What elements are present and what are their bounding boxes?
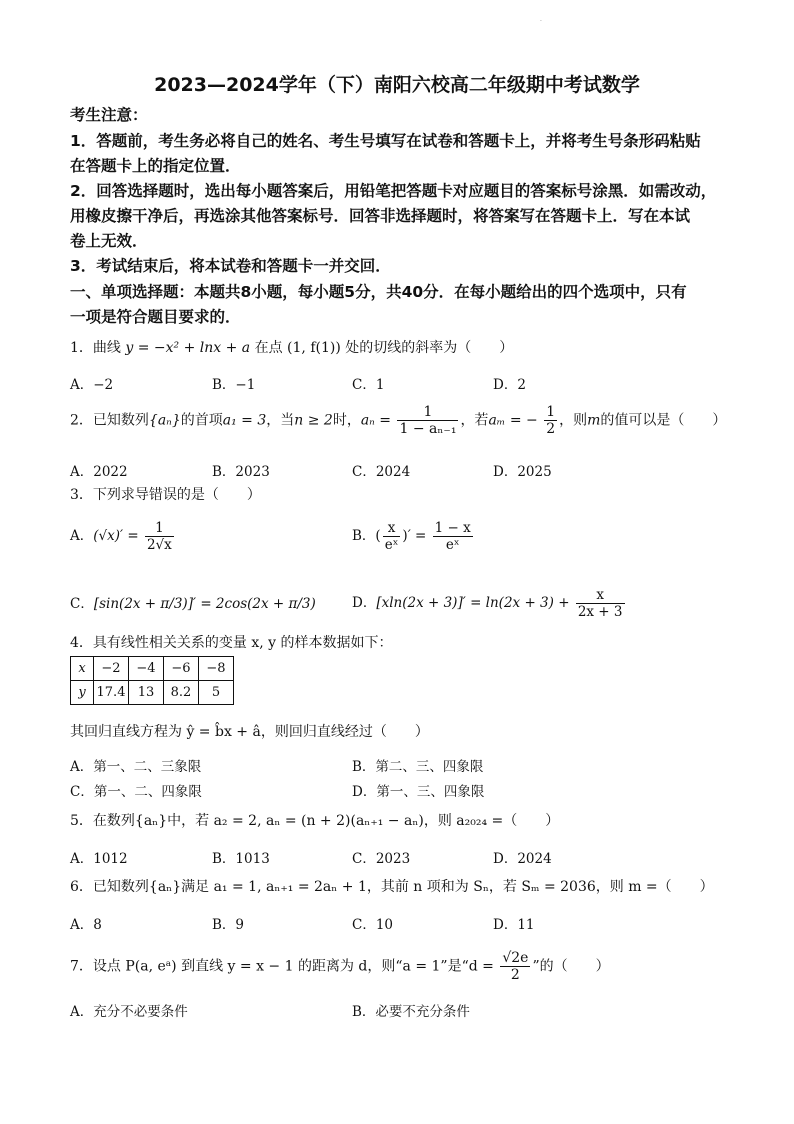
question-1-option-c: C．1 [352, 377, 385, 393]
question-2-option-b: B．2023 [212, 464, 270, 480]
question-4-option-b: B．第二、三、四象限 [352, 759, 484, 775]
table-row: y 17.4 13 8.2 5 [71, 681, 234, 705]
notice-line: 卷上无效． [70, 232, 148, 250]
notice-line: 1．答题前，考生务必将自己的姓名、考生号填写在试卷和答题卡上，并将考生号条形码粘贴 [70, 132, 701, 150]
page-title: 2023—2024学年（下）南阳六校高二年级期中考试数学 [154, 74, 640, 96]
question-2-stem: 2．已知数列{aₙ}的首项a₁ = 3，当n ≥ 2时，aₙ = $\frac{1}{\text{1 − aₙ₋₁}}$ ，若aₘ = − $\frac{1}{2}$ ，则m的值可以是（ ） [70, 404, 727, 437]
scan-dot: · [540, 18, 542, 25]
question-6-stem: 6．已知数列{aₙ}满足 a₁ = 1, aₙ₊₁ = 2aₙ + 1，其前 n 项和为 Sₙ，若 Sₘ = 2036，则 m =（ ） [70, 879, 714, 895]
question-4-option-a: A．第一、二、三象限 [70, 759, 202, 775]
question-1-option-b: B．−1 [212, 377, 256, 393]
question-3-option-a: A．(√x)′ = $\frac{1}{2√x}$ [70, 520, 172, 553]
question-6-option-a: A．8 [70, 917, 102, 933]
question-1-option-a: A．−2 [70, 377, 114, 393]
fraction: $\frac{√2e}{2}$ [502, 950, 529, 983]
question-3-option-c: C．[sin(2x + π/3)]′ = 2cos(2x + π/3) [70, 596, 316, 612]
question-3-option-b: B．( $\frac{x}{\text{eˣ}}$ )′ = $\frac{1 - x}{\text{eˣ}}$ [352, 520, 471, 553]
notice-line: 3．考试结束后，将本试卷和答题卡一并交回． [70, 257, 391, 275]
question-5-option-a: A．1012 [70, 851, 128, 867]
notice-line: 2．回答选择题时，选出每小题答案后，用铅笔把答题卡对应题目的答案标号涂黑．如需改动， [70, 182, 717, 200]
notice-line: 在答题卡上的指定位置． [70, 157, 241, 175]
question-2-option-c: C．2024 [352, 464, 411, 480]
question-5-option-c: C．2023 [352, 851, 411, 867]
question-4-stem: 4．具有线性相关关系的变量 x, y 的样本数据如下： [70, 635, 393, 651]
question-6-option-d: D．11 [493, 917, 535, 933]
question-5-option-b: B．1013 [212, 851, 270, 867]
question-7-option-a: A．充分不必要条件 [70, 1004, 188, 1020]
question-2-option-d: D．2025 [493, 464, 552, 480]
question-4-stem-2: 其回归直线方程为 ŷ = b̂x + â，则回归直线经过（ ） [70, 724, 429, 740]
table-row: x −2 −4 −6 −8 [71, 657, 234, 681]
question-7-option-b: B．必要不充分条件 [352, 1004, 470, 1020]
question-6-option-c: C．10 [352, 917, 394, 933]
question-5-stem: 5．在数列{aₙ}中，若 a₂ = 2, aₙ = (n + 2)(aₙ₊₁ − aₙ)，则 a₂₀₂₄ =（ ） [70, 813, 560, 829]
section-heading: 一、单项选择题：本题共8小题，每小题5分，共40分．在每小题给出的四个选项中，只有 [70, 283, 687, 301]
question-6-option-b: B．9 [212, 917, 245, 933]
section-heading: 一项是符合题目要求的． [70, 308, 241, 326]
fraction: $\frac{1}{\text{1 − aₙ₋₁}}$ [399, 404, 457, 437]
question-4-option-d: D．第一、三、四象限 [352, 784, 485, 800]
question-1-option-d: D．2 [493, 377, 526, 393]
question-7-stem: 7．设点 P(a, eᵃ) 到直线 y = x − 1 的距离为 d，则“a = 1”是“d = $\frac{√2e}{2}$ ”的（ ） [70, 950, 610, 983]
question-3-stem: 3．下列求导错误的是（ ） [70, 487, 261, 503]
question-5-option-d: D．2024 [493, 851, 552, 867]
notice-heading: 考生注意： [70, 106, 148, 124]
sample-data-table [70, 656, 234, 705]
notice-line: 用橡皮擦干净后，再选涂其他答案标号．回答非选择题时，将答案写在答题卡上．写在本试 [70, 207, 691, 225]
question-1-stem: 1．曲线 y = −x² + lnx + a 在点 (1, f(1)) 处的切线的斜率为（ ） [70, 340, 514, 356]
question-3-option-d: D．[xln(2x + 3)]′ = ln(2x + 3) + $\frac{x}{2x + 3}$ [352, 587, 623, 620]
question-2-option-a: A．2022 [70, 464, 128, 480]
fraction: $\frac{1}{2}$ [546, 404, 556, 437]
question-4-option-c: C．第一、二、四象限 [70, 784, 202, 800]
